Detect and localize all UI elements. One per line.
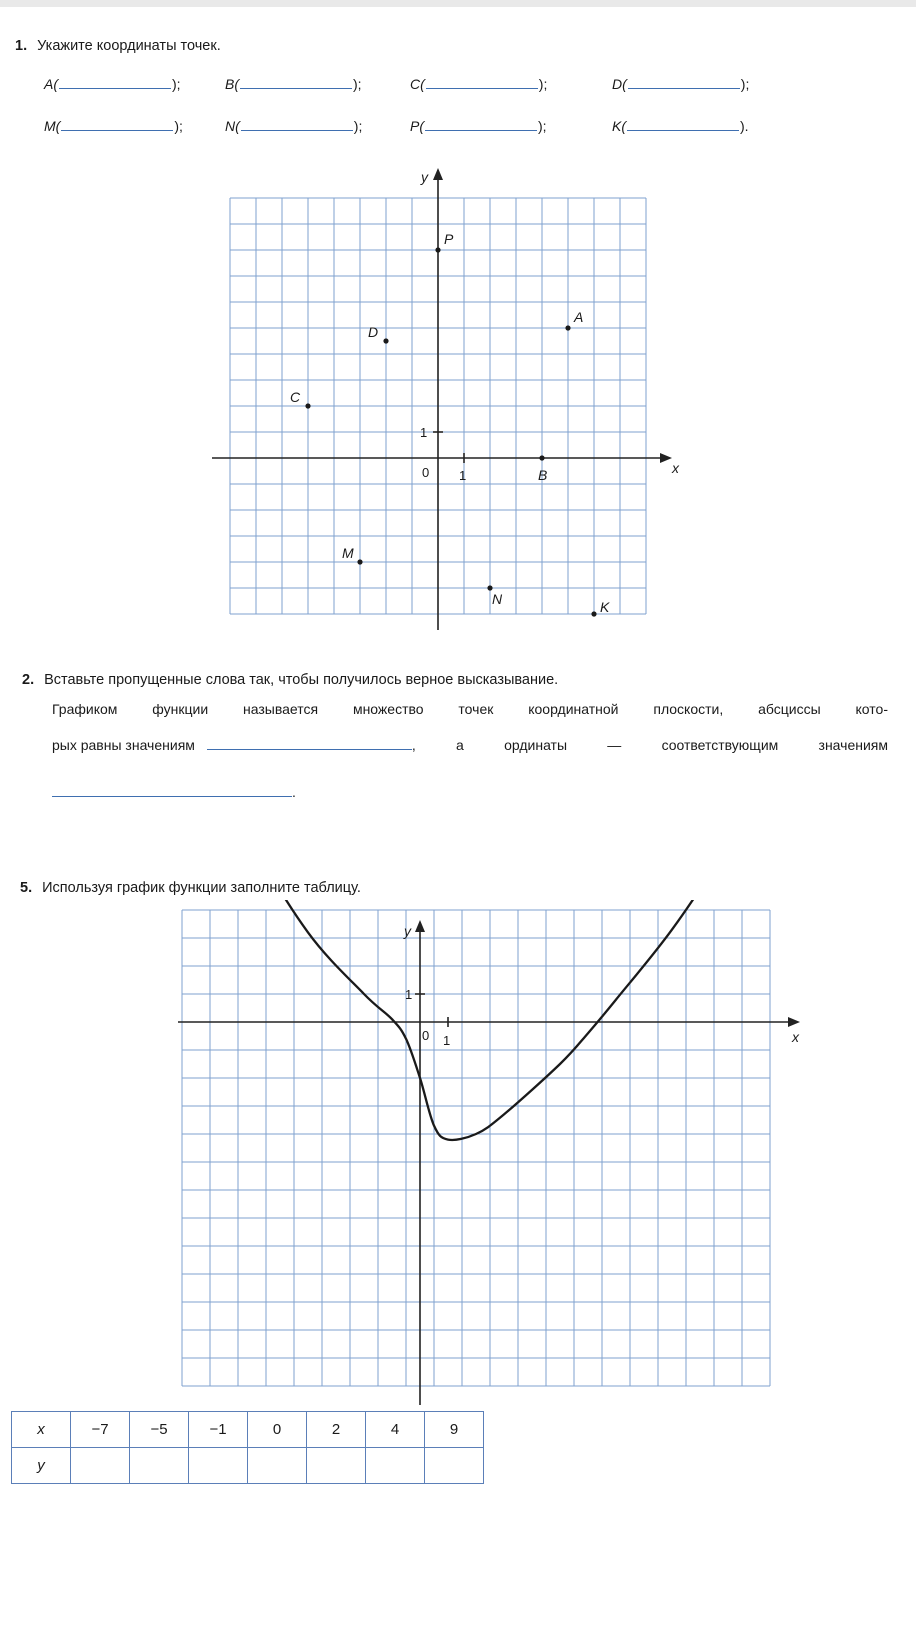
row-header-x: x bbox=[12, 1412, 71, 1448]
table-row-y bbox=[12, 1448, 484, 1484]
point-m bbox=[357, 559, 362, 564]
coord-field-k[interactable]: K( ). bbox=[612, 118, 749, 134]
table-row-x bbox=[12, 1412, 484, 1448]
x-axis-arrow bbox=[788, 1017, 800, 1027]
point-label-b: B bbox=[538, 467, 548, 483]
x-value-cell: 9 bbox=[425, 1412, 484, 1448]
point-label-n: N bbox=[492, 591, 503, 607]
point-b bbox=[539, 455, 544, 460]
y-answer-cell[interactable] bbox=[189, 1448, 248, 1484]
point-n bbox=[487, 585, 492, 590]
task-5-function-graph bbox=[0, 900, 916, 1420]
x-value-cell: −1 bbox=[189, 1412, 248, 1448]
axes-1 bbox=[212, 172, 668, 630]
point-k bbox=[591, 611, 596, 616]
y-answer-cell[interactable] bbox=[130, 1448, 189, 1484]
task-5-title: 5. Используя график функции заполните таблицу. bbox=[20, 880, 361, 896]
y-answer-cell[interactable] bbox=[307, 1448, 366, 1484]
point-label-a: A bbox=[574, 309, 584, 325]
x-value-cell: −7 bbox=[71, 1412, 130, 1448]
coord-field-n[interactable]: N( ); bbox=[225, 118, 363, 134]
point-label-c: C bbox=[290, 389, 301, 405]
y-answer-cell[interactable] bbox=[71, 1448, 130, 1484]
x-unit-label: 1 bbox=[443, 1033, 451, 1048]
point-label-d: D bbox=[368, 324, 379, 340]
point-p bbox=[435, 247, 440, 252]
answer-blank-2[interactable] bbox=[52, 784, 292, 797]
x-unit-label: 1 bbox=[459, 468, 467, 483]
x-value-cell: 4 bbox=[366, 1412, 425, 1448]
y-answer-cell[interactable] bbox=[248, 1448, 307, 1484]
x-axis-arrow bbox=[660, 453, 672, 463]
y-axis-arrow bbox=[433, 168, 443, 180]
task-2-line-1: Графиком функции называется множество точек координатной плоскости, абсциссы кото- bbox=[52, 701, 888, 717]
coord-field-a[interactable]: A( ); bbox=[44, 76, 181, 92]
task-2-line-3: . bbox=[52, 784, 296, 800]
y-axis-arrow bbox=[415, 920, 425, 932]
grid-2 bbox=[182, 910, 770, 1386]
coord-field-c[interactable]: C( ); bbox=[410, 76, 548, 92]
y-answer-cell[interactable] bbox=[366, 1448, 425, 1484]
point-label-k: K bbox=[600, 599, 610, 615]
task-1-title: 1. Укажите координаты точек. bbox=[15, 38, 221, 54]
origin-label: 0 bbox=[422, 465, 430, 480]
coord-field-d[interactable]: D( ); bbox=[612, 76, 750, 92]
point-a bbox=[565, 325, 570, 330]
row-header-y: y bbox=[12, 1448, 71, 1484]
y-unit-label: 1 bbox=[420, 425, 428, 440]
coord-field-m[interactable]: M( ); bbox=[44, 118, 183, 134]
origin-label: 0 bbox=[422, 1028, 430, 1043]
y-axis-label: y bbox=[404, 923, 411, 939]
x-value-cell: 0 bbox=[248, 1412, 307, 1448]
x-value-cell: −5 bbox=[130, 1412, 189, 1448]
task-1-coordinate-plane bbox=[0, 0, 916, 640]
coord-field-b[interactable]: B( ); bbox=[225, 76, 362, 92]
y-answer-cell[interactable] bbox=[425, 1448, 484, 1484]
point-d bbox=[383, 338, 388, 343]
point-label-p: P bbox=[444, 231, 454, 247]
task-2-title: 2. Вставьте пропущенные слова так, чтобы получилось верное высказывание. bbox=[22, 672, 559, 688]
y-unit-label: 1 bbox=[405, 987, 413, 1002]
y-axis-label: y bbox=[421, 169, 428, 185]
coord-field-p[interactable]: P( ); bbox=[410, 118, 547, 134]
task-2-line-2: рых равны значениям , а ординаты — соответствующим значениям bbox=[52, 737, 888, 753]
x-axis-label: x bbox=[792, 1029, 799, 1045]
point-c bbox=[305, 403, 310, 408]
x-value-cell: 2 bbox=[307, 1412, 366, 1448]
x-axis-label: x bbox=[672, 460, 679, 476]
point-label-m: M bbox=[342, 545, 354, 561]
answer-blank-1[interactable] bbox=[207, 737, 412, 750]
values-table bbox=[11, 1411, 484, 1484]
